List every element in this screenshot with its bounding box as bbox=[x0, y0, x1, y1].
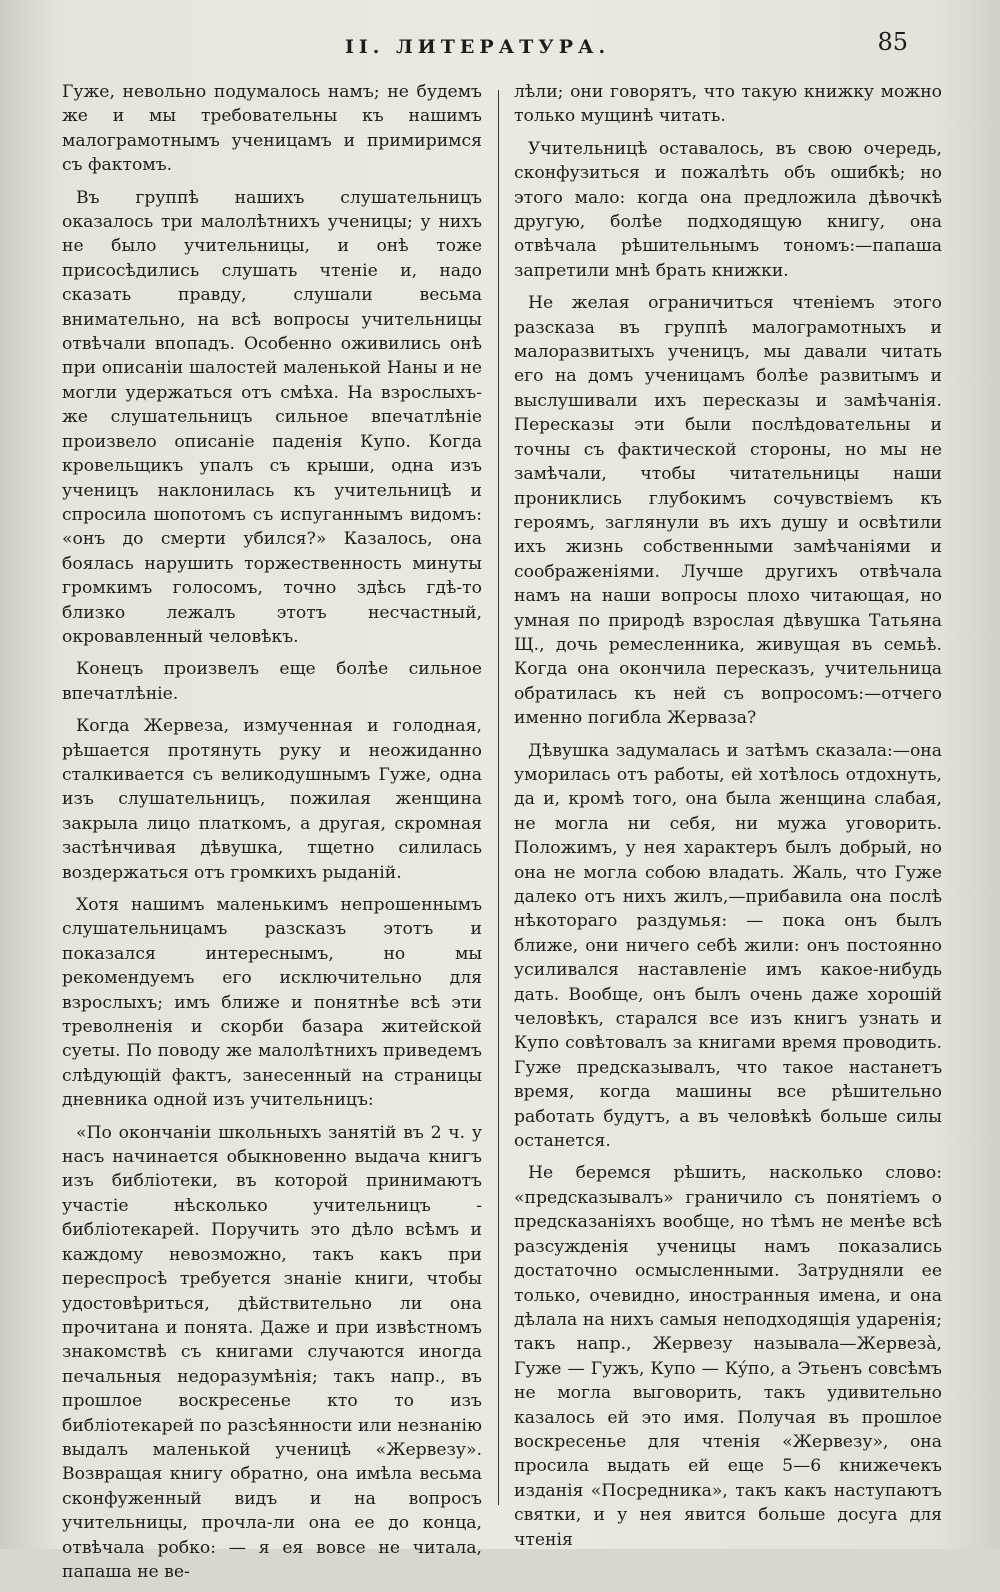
paragraph: лѣли; они говорятъ, что такую книжку можно только мущинѣ читать. bbox=[514, 82, 942, 127]
page-header bbox=[0, 28, 1000, 68]
paragraph: Учительницѣ оставалось, въ свою очередь, сконфузиться и пожалѣть объ ошибкѣ; но этого мало: когда она предложила дѣвочкѣ другую, болѣе подходящую книгу, она отвѣчала рѣшительнымъ тономъ:—папаша запретили мнѣ брать книжки. bbox=[514, 138, 942, 281]
running-title: II. ЛИТЕРАТУРА. bbox=[345, 36, 611, 58]
paragraph: Хотя нашимъ маленькимъ непрошеннымъ слушательницамъ разсказъ этотъ и показался интереснымъ, но мы рекомендуемъ его исключительно для взрослыхъ; имъ ближе и понятнѣе всѣ эти треволненія и скорби базара житейской суеты. По поводу же малолѣтнихъ приведемъ слѣдующій фактъ, занесенный на страницы дневника одной изъ учительницъ: bbox=[62, 895, 482, 1111]
paragraph: Не беремся рѣшить, насколько слово: «предсказывалъ» граничило съ понятіемъ о предсказаніяхъ вообще, но тѣмъ не менѣе всѣ разсужденія ученицы намъ показались достаточно осмысленными. Затрудняли ее только, очевидно, иностранныя имена, и она дѣлала на нихъ самыя неподходящія ударенія; такъ напр., Жервезу называла—Жервезà, Гуже — Гужъ, Купо — Кýпо, а Этьенъ совсѣмъ не могла выговорить, такъ удивительно казалось ей это имя. Получая въ прошлое воскресенье для чтенія «Жервезу», она просила выдать ей еще 5—6 книжечекъ изданія «Посредника», такъ какъ наступаютъ святки, и у нея явится больше досуга для чтенія bbox=[514, 1163, 942, 1550]
paragraph: «По окончаніи школьныхъ занятій въ 2 ч. у насъ начинается обыкновенно выдача книгъ изъ библіотеки, въ которой принимаютъ участіе нѣсколько учительницъ - библіотекарей. Поручить это дѣло всѣмъ и каждому невозможно, такъ какъ при переспросѣ требуется знаніе книги, чтобы удостовѣриться, дѣйствительно ли она прочитана и понята. Даже и при извѣстномъ знакомствѣ съ книгами случаются иногда печальныя недоразумѣнія; такъ напр., въ прошлое воскресенье кто то изъ библіотекарей по разсѣянности или незнанію выдалъ маленькой ученицѣ «Жервезу». Возвращая книгу обратно, она имѣла весьма сконфуженный видъ и на вопросъ учительницы, прочла-ли она ее до конца, отвѣчала робко: — я ея вовсе не читала, папаша не ве- bbox=[62, 1122, 482, 1582]
text-columns bbox=[62, 80, 944, 1582]
left-column bbox=[62, 80, 482, 1592]
paragraph: Дѣвушка задумалась и затѣмъ сказала:—она уморилась отъ работы, ей хотѣлось отдохнуть, да и, кромѣ того, она была женщина слабая, не могла ни себя, ни мужа уговорить. Положимъ, у нея характеръ былъ добрый, но она не могла собою владать. Жаль, что Гуже далеко отъ нихъ жилъ,—прибавила она послѣ нѣкотораго раздумья: — пока онъ былъ ближе, они ничего себѣ жили: онъ постоянно усиливался наставленіе имъ какое-нибудь дать. Вообще, онъ былъ очень даже хорошій человѣкъ, старался все изъ книгъ узнать и Купо совѣтовалъ за книгами время проводить. Гуже предсказывалъ, что такое настанетъ время, когда машины все рѣшительно работать будутъ, а въ человѣкѣ больше силы останется. bbox=[514, 740, 942, 1152]
paragraph: Гуже, невольно подумалось намъ; не будемъ же и мы требовательны къ нашимъ малограмотнымъ ученицамъ и примиримся съ фактомъ. bbox=[62, 82, 482, 176]
paragraph: Конецъ произвелъ еще болѣе сильное впечатлѣніе. bbox=[62, 659, 482, 704]
right-column bbox=[514, 80, 942, 1560]
paragraph: Не желая ограничиться чтеніемъ этого разсказа въ группѣ малограмотныхъ и малоразвитыхъ ученицъ, мы давали читать его на домъ ученицамъ болѣе развитымъ и выслушивали ихъ пересказы и замѣчанія. Пересказы эти были послѣдовательны и точны съ фактической стороны, но мы не замѣчали, чтобы читательницы наши прониклись глубокимъ сочувствіемъ къ героямъ, заглянули въ ихъ душу и освѣтили ихъ жизнь собственными замѣчаніями и соображеніями. Лучше другихъ отвѣчала намъ на наши вопросы плохо читающая, но умная по природѣ взрослая дѣвушка Татьяна Щ., дочь ремесленника, живущая въ семьѣ. Когда она окончила пересказъ, учительница обратилась къ ней съ вопросомъ:—отчего именно погибла Жерваза? bbox=[514, 293, 942, 729]
paragraph: Въ группѣ нашихъ слушательницъ оказалось три малолѣтнихъ ученицы; у нихъ не было учительницы, и онѣ тоже присосѣдились слушать чтеніе и, надо сказать правду, слушали весьма внимательно, на всѣ вопросы учительницы отвѣчали впопадъ. Особенно оживились онѣ при описаніи шалостей маленькой Наны и не могли удержаться отъ смѣха. На взрослыхъ-же слушательницъ сильное впечатлѣніе произвело описаніе паденія Купо. Когда кровельщикъ упалъ съ крыши, одна изъ ученицъ наклонилась къ учительницѣ и спросила шопотомъ съ испуганнымъ видомъ: «онъ до смерти убился?» Казалось, она боялась нарушить торжественность минуты громкимъ голосомъ, точно здѣсь гдѣ-то близко лежалъ этотъ несчастный, окровавленный человѣкъ. bbox=[62, 187, 482, 647]
column-divider bbox=[498, 90, 499, 1505]
paragraph: Когда Жервеза, измученная и голодная, рѣшается протянуть руку и неожиданно сталкивается съ великодушнымъ Гуже, одна изъ слушательницъ, пожилая женщина закрыла лицо платкомъ, а другая, скромная застѣнчивая дѣвушка, тщетно силилась воздержаться отъ громкихъ рыданій. bbox=[62, 716, 482, 883]
page-number: 85 bbox=[877, 28, 908, 56]
